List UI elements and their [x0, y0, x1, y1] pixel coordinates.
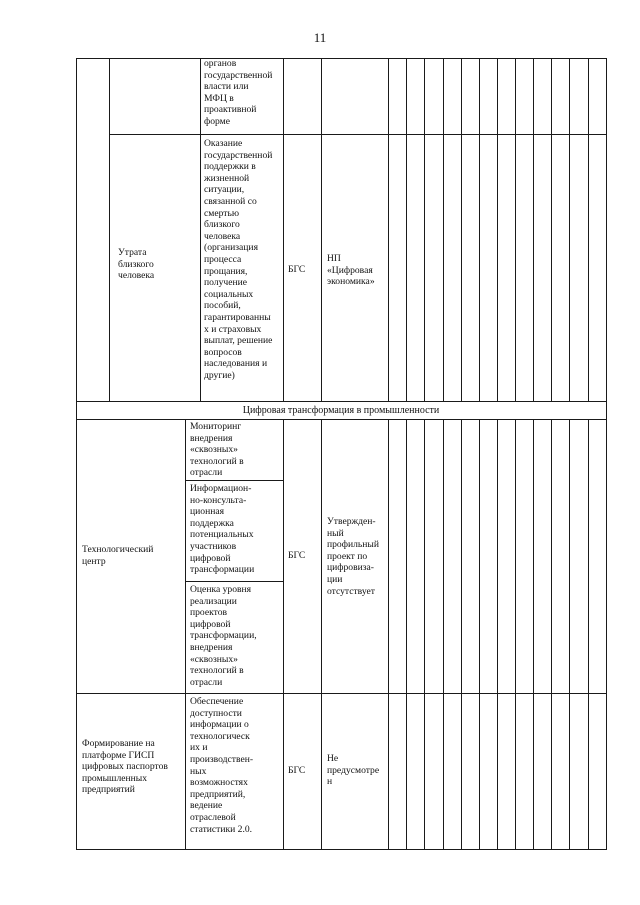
- col-separator: [443, 58, 444, 402]
- row-separator: [76, 401, 607, 402]
- responsible: БГС: [288, 264, 306, 275]
- col-separator: [406, 419, 407, 850]
- col-separator: [424, 419, 425, 850]
- table-border-bottom: [76, 849, 607, 850]
- col-separator: [479, 58, 480, 402]
- col-separator: [588, 419, 589, 850]
- col-separator: [515, 58, 516, 402]
- col-separator: [388, 58, 389, 402]
- service-description: Обеспечение доступности информации о технологическ их и производствен- ных возможностях предприятий, ведение отраслевой статистики 2.0.: [190, 696, 254, 835]
- col-separator: [461, 419, 462, 850]
- col-separator: [533, 419, 534, 850]
- life-situation: Утрата близкого человека: [118, 247, 155, 282]
- col-separator: [533, 58, 534, 402]
- life-situation: Формирование на платформе ГИСП цифровых паспортов промышленных предприятий: [82, 738, 168, 796]
- section-title: Цифровая трансформация в промышленности: [242, 405, 440, 416]
- col-separator: [569, 58, 570, 402]
- col-separator: [388, 419, 389, 850]
- project: Утвержден- ный профильный проект по цифровиза- ции отсутствует: [327, 516, 379, 597]
- col-separator: [461, 58, 462, 402]
- table-border-right: [606, 58, 607, 850]
- col-separator: [406, 58, 407, 402]
- col-separator: [551, 58, 552, 402]
- col-separator: [515, 419, 516, 850]
- col-separator: [424, 58, 425, 402]
- col-separator: [283, 419, 284, 850]
- service-description: Информацион- но-консульта- ционная поддержка потенциальных участников цифровой трансформации: [190, 483, 255, 576]
- col-separator: [321, 419, 322, 850]
- col-separator: [283, 58, 284, 402]
- service-description: Оказание государственной поддержки в жизненной ситуации, связанной со смертью близкого человека (организация процесса прощания, получение социальных пособий, гарантированны х и страховых выплат, решение вопросов наследования и другие): [204, 138, 273, 381]
- col-separator: [443, 419, 444, 850]
- col-separator: [479, 419, 480, 850]
- service-description: Мониторинг внедрения «сквозных» технологий в отрасли: [190, 421, 244, 479]
- service-description: Оценка уровня реализации проектов цифровой трансформации, внедрения «сквозных» технологий в отрасли: [190, 584, 257, 688]
- table-border-top: [76, 58, 607, 59]
- row-separator: [185, 581, 283, 582]
- col-separator: [551, 419, 552, 850]
- row-separator: [76, 419, 607, 420]
- col-separator: [321, 58, 322, 402]
- table-border-left: [76, 58, 77, 850]
- col-separator: [109, 58, 110, 402]
- col-separator: [569, 419, 570, 850]
- project: НП «Цифровая экономика»: [327, 253, 375, 288]
- service-description: органов государственной власти или МФЦ в проактивной форме: [204, 58, 273, 127]
- col-separator: [185, 419, 186, 850]
- row-separator: [109, 134, 607, 135]
- col-separator: [200, 58, 201, 402]
- col-separator: [588, 58, 589, 402]
- responsible: БГС: [288, 550, 306, 561]
- row-separator: [76, 693, 607, 694]
- life-situation: Технологический центр: [82, 544, 154, 567]
- page-number: 11: [313, 30, 327, 45]
- row-separator: [185, 480, 283, 481]
- responsible: БГС: [288, 765, 306, 776]
- col-separator: [497, 58, 498, 402]
- col-separator: [497, 419, 498, 850]
- project: Не предусмотре н: [327, 753, 380, 788]
